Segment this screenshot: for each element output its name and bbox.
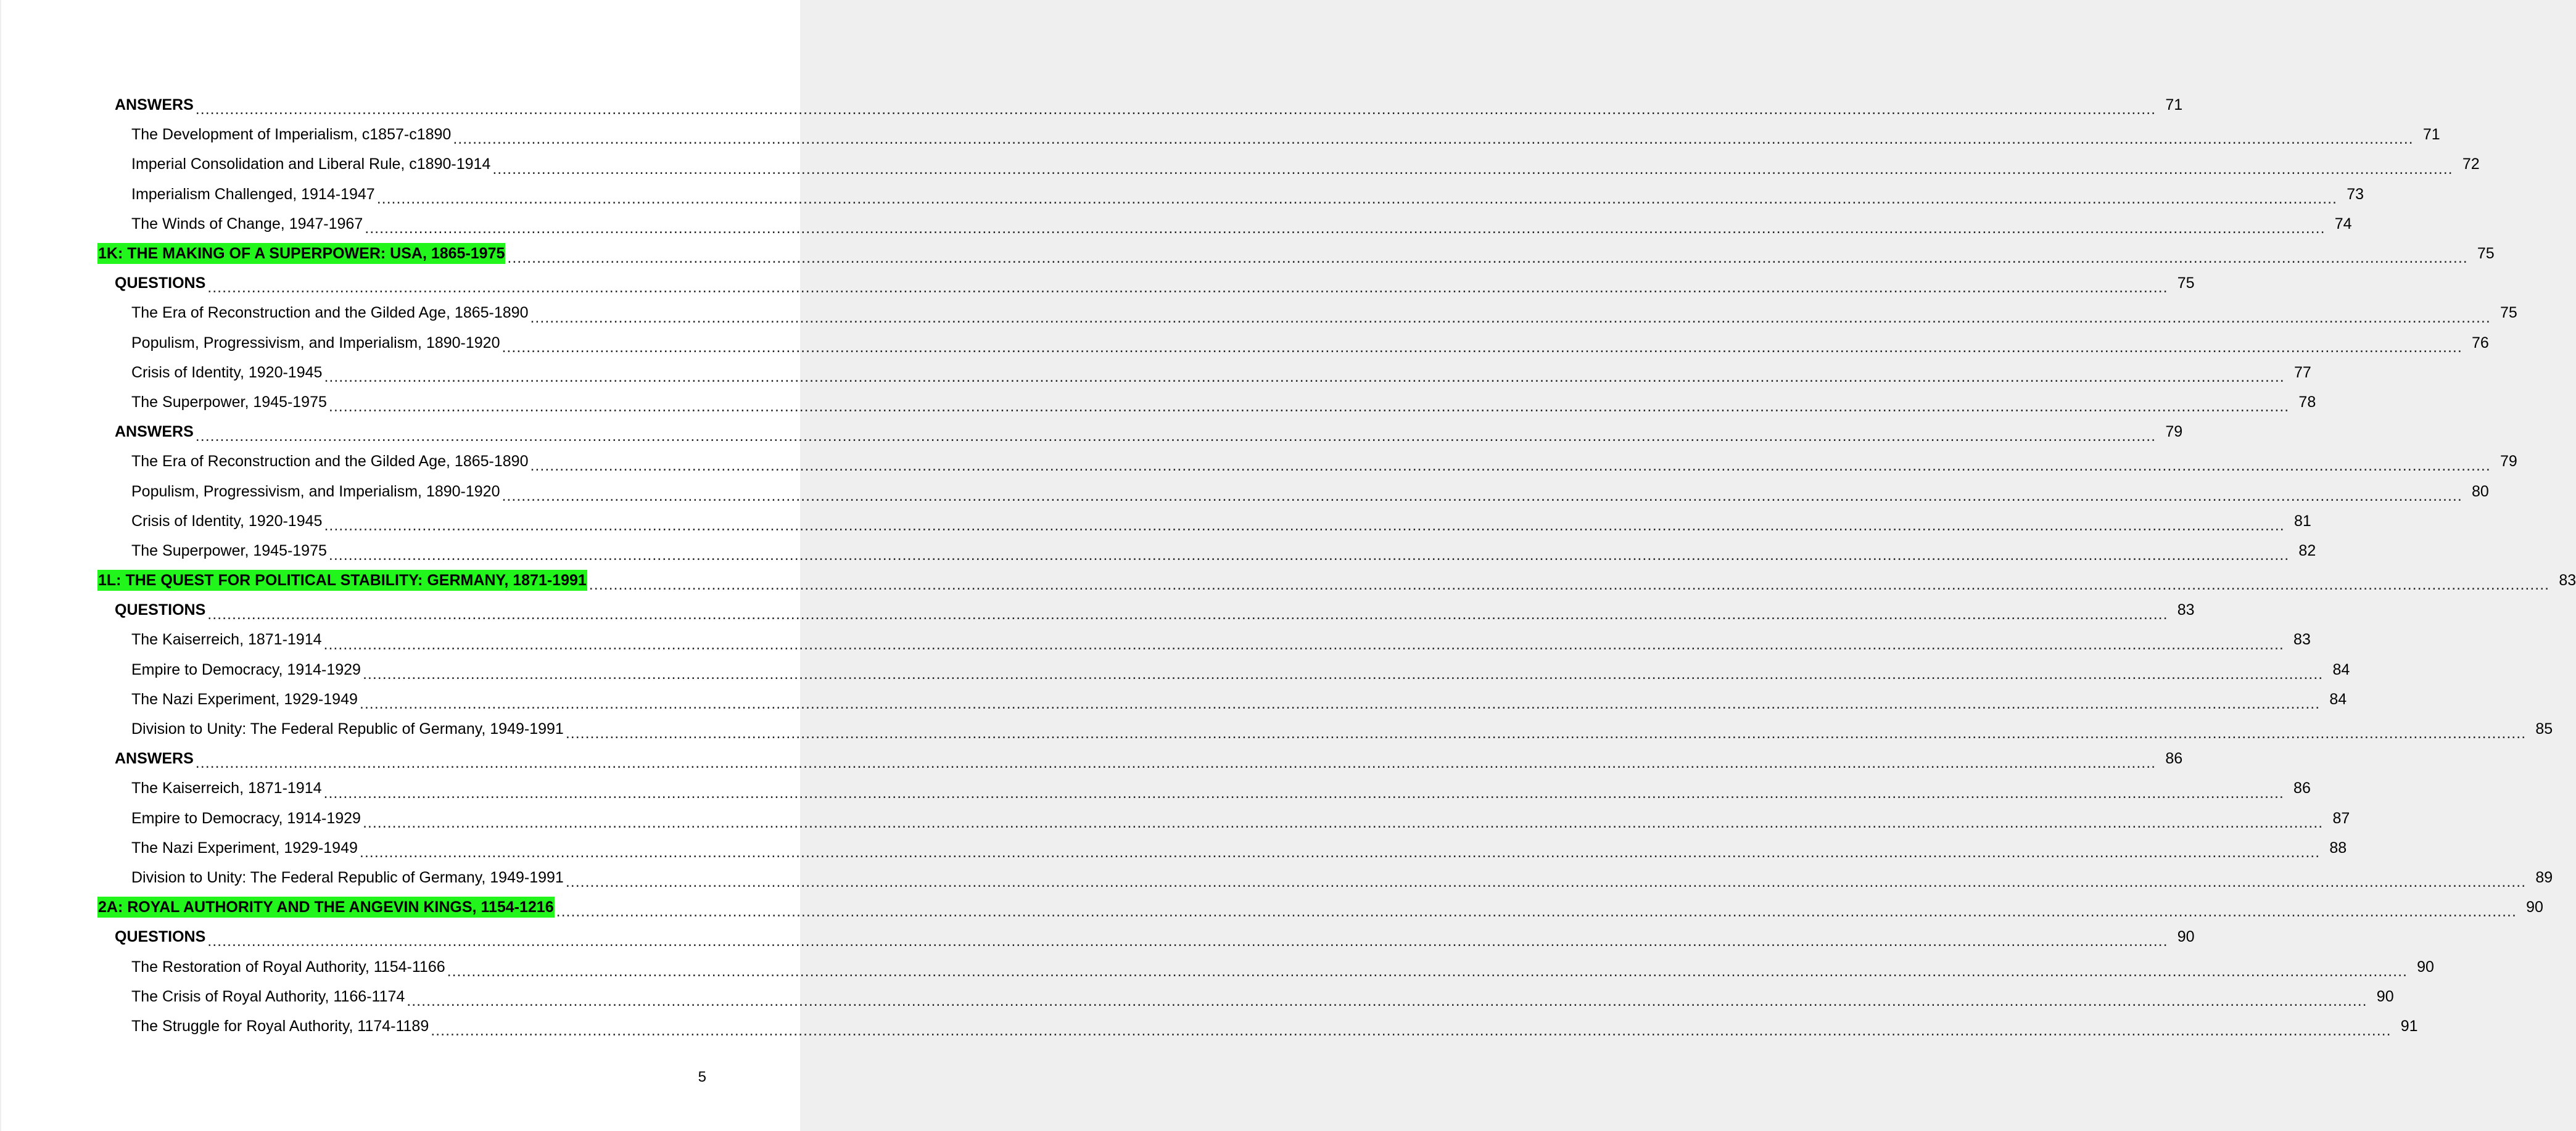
dot-leader: ................................................................................................................................................................................................................................................................................................................................................................................................................ (359, 694, 2321, 712)
dot-leader: ................................................................................................................................................................................................................................................................................................................................................................................................................ (328, 398, 2290, 416)
toc-entry-title: Crisis of Identity, 1920-1945 (131, 363, 323, 381)
toc-subsection-entry[interactable] (1, 952, 2434, 981)
toc-entry-page: 87 (2332, 809, 2350, 827)
dot-leader: ................................................................................................................................................................................................................................................................................................................................................................................................................ (328, 546, 2290, 564)
toc-subsection-entry[interactable] (1, 328, 2489, 358)
toc-entry-title: 1K: THE MAKING OF A SUPERPOWER: USA, 1865-1975 (97, 243, 505, 264)
toc-entry-title: QUESTIONS (115, 274, 206, 292)
toc-entry-title: 1L: THE QUEST FOR POLITICAL STABILITY: GERMANY, 1871-1991 (97, 570, 587, 591)
toc-entry-page: 90 (2417, 958, 2434, 976)
toc-entry-title: The Development of Imperialism, c1857-c1890 (131, 126, 452, 144)
toc-subsection-entry[interactable] (1, 1011, 2418, 1041)
toc-entry-page: 90 (2177, 928, 2195, 946)
toc-entry-page: 82 (2298, 541, 2316, 559)
dot-leader: ................................................................................................................................................................................................................................................................................................................................................................................................................ (359, 843, 2321, 861)
toc-subsection-entry[interactable] (1, 804, 2350, 833)
dot-leader: ................................................................................................................................................................................................................................................................................................................................................................................................................ (376, 189, 2338, 207)
toc-entry-page: 79 (2165, 423, 2183, 441)
dot-leader: ................................................................................................................................................................................................................................................................................................................................................................................................................ (407, 992, 2368, 1010)
toc-subsection-entry[interactable] (1, 209, 2352, 239)
toc-entry-title: The Kaiserreich, 1871-1914 (131, 779, 322, 797)
toc-entry-page: 78 (2298, 393, 2316, 411)
toc-subsection-entry[interactable] (1, 387, 2316, 417)
toc-subsection-entry[interactable] (1, 506, 2311, 536)
toc-entry-title: Empire to Democracy, 1914-1929 (131, 660, 361, 678)
toc-entry-title: Division to Unity: The Federal Republic of Germany, 1949-1991 (131, 868, 564, 886)
toc-entry-page: 88 (2329, 839, 2347, 857)
toc-entry-page: 74 (2334, 215, 2352, 232)
toc-entry-title: The Struggle for Royal Authority, 1174-1189 (131, 1017, 429, 1035)
toc-entry-page: 71 (2422, 126, 2440, 144)
toc-entry-title: ANSWERS (115, 423, 194, 441)
toc-entry-title: Division to Unity: The Federal Republic of Germany, 1949-1991 (131, 720, 564, 738)
toc-entry-page: 83 (2177, 601, 2195, 619)
toc-entry-page: 71 (2165, 96, 2183, 114)
toc-entry-title: The Superpower, 1945-1975 (131, 541, 327, 559)
toc-entry-title: Imperialism Challenged, 1914-1947 (131, 185, 375, 203)
toc-subsection-entry[interactable] (1, 179, 2364, 209)
dot-leader: ................................................................................................................................................................................................................................................................................................................................................................................................................ (502, 487, 2462, 504)
toc-entry-title: Populism, Progressivism, and Imperialism, 1890-1920 (131, 334, 500, 352)
toc-subsection-entry[interactable] (1, 536, 2316, 566)
toc-entry-page: 75 (2500, 304, 2517, 322)
toc-entry-title: The Nazi Experiment, 1929-1949 (131, 839, 358, 857)
toc-entry-title: Empire to Democracy, 1914-1929 (131, 809, 361, 827)
toc-subsection-entry[interactable] (1, 655, 2350, 685)
toc-entry-title: QUESTIONS (115, 928, 206, 946)
dot-leader: ................................................................................................................................................................................................................................................................................................................................................................................................................ (324, 516, 2285, 534)
dot-leader: ................................................................................................................................................................................................................................................................................................................................................................................................................ (195, 427, 2157, 445)
document-page (1, 0, 2576, 1131)
dot-leader: ................................................................................................................................................................................................................................................................................................................................................................................................................ (502, 338, 2462, 356)
toc-entry-page: 86 (2293, 779, 2311, 797)
toc-entry-page: 89 (2535, 868, 2553, 886)
toc-entry-page: 79 (2500, 453, 2517, 471)
toc-entry-page: 91 (2400, 1017, 2418, 1035)
toc-entry-title: The Era of Reconstruction and the Gilded Age, 1865-1890 (131, 453, 529, 471)
toc-entry-page: 75 (2177, 274, 2195, 292)
toc-entry-page: 77 (2293, 363, 2311, 381)
dot-leader: ................................................................................................................................................................................................................................................................................................................................................................................................................ (507, 249, 2468, 267)
toc-entry-page: 80 (2472, 482, 2489, 500)
toc-subsection-entry[interactable] (1, 685, 2347, 714)
toc-subsection-entry[interactable] (1, 714, 2553, 744)
toc-entry-page: 76 (2472, 334, 2489, 352)
toc-chapter-entry[interactable] (1, 892, 2543, 922)
dot-leader: ................................................................................................................................................................................................................................................................................................................................................................................................................ (556, 903, 2517, 921)
dot-leader: ................................................................................................................................................................................................................................................................................................................................................................................................................ (588, 576, 2550, 594)
dot-leader: ................................................................................................................................................................................................................................................................................................................................................................................................................ (565, 725, 2527, 742)
dot-leader: ................................................................................................................................................................................................................................................................................................................................................................................................................ (323, 784, 2284, 802)
toc-entry-page: 85 (2535, 720, 2553, 738)
toc-entry-title: Crisis of Identity, 1920-1945 (131, 512, 323, 530)
toc-entry-title: Imperial Consolidation and Liberal Rule, c1890-1914 (131, 155, 491, 173)
toc-entry-title: Populism, Progressivism, and Imperialism, 1890-1920 (131, 482, 500, 500)
toc-entry-page: 73 (2347, 185, 2364, 203)
dot-leader: ................................................................................................................................................................................................................................................................................................................................................................................................................ (207, 606, 2168, 623)
toc-subsection-entry[interactable] (1, 120, 2440, 149)
toc-entry-title: The Winds of Change, 1947-1967 (131, 215, 363, 232)
dot-leader: ................................................................................................................................................................................................................................................................................................................................................................................................................ (324, 368, 2285, 385)
dot-leader: ................................................................................................................................................................................................................................................................................................................................................................................................................ (431, 1022, 2392, 1039)
toc-subsection-entry[interactable] (1, 982, 2394, 1011)
dot-leader: ................................................................................................................................................................................................................................................................................................................................................................................................................ (323, 635, 2284, 653)
toc-section-entry[interactable] (1, 417, 2183, 446)
toc-subsection-entry[interactable] (1, 863, 2553, 892)
toc-subsection-entry[interactable] (1, 773, 2311, 803)
dot-leader: ................................................................................................................................................................................................................................................................................................................................................................................................................ (530, 457, 2491, 475)
toc-entry-title: ANSWERS (115, 750, 194, 768)
toc-entry-page: 90 (2376, 987, 2394, 1005)
dot-leader: ................................................................................................................................................................................................................................................................................................................................................................................................................ (195, 754, 2157, 772)
dot-leader: ................................................................................................................................................................................................................................................................................................................................................................................................................ (530, 308, 2491, 326)
toc-entry-title: The Crisis of Royal Authority, 1166-1174 (131, 987, 405, 1005)
toc-subsection-entry[interactable] (1, 446, 2517, 476)
dot-leader: ................................................................................................................................................................................................................................................................................................................................................................................................................ (453, 130, 2414, 148)
toc-entry-title: The Superpower, 1945-1975 (131, 393, 327, 411)
toc-entry-page: 83 (2559, 572, 2576, 590)
toc-subsection-entry[interactable] (1, 833, 2347, 863)
toc-subsection-entry[interactable] (1, 476, 2489, 506)
dot-leader: ................................................................................................................................................................................................................................................................................................................................................................................................................ (195, 101, 2157, 118)
dot-leader: ................................................................................................................................................................................................................................................................................................................................................................................................................ (207, 932, 2168, 950)
toc-entry-page: 84 (2329, 690, 2347, 708)
toc-section-entry[interactable] (1, 744, 2183, 773)
dot-leader: ................................................................................................................................................................................................................................................................................................................................................................................................................ (565, 873, 2527, 891)
toc-entry-page: 90 (2526, 899, 2543, 916)
toc-subsection-entry[interactable] (1, 625, 2311, 654)
toc-entry-title: The Era of Reconstruction and the Gilded Age, 1865-1890 (131, 304, 529, 322)
toc-chapter-entry[interactable] (1, 566, 2576, 595)
toc-entry-title: ANSWERS (115, 96, 194, 114)
toc-chapter-entry[interactable] (1, 239, 2495, 268)
table-of-contents (1, 90, 2576, 1041)
toc-entry-page: 84 (2332, 660, 2350, 678)
toc-entry-title: QUESTIONS (115, 601, 206, 619)
toc-entry-title: The Restoration of Royal Authority, 1154-1166 (131, 958, 445, 976)
dot-leader: ................................................................................................................................................................................................................................................................................................................................................................................................................ (207, 279, 2168, 297)
toc-subsection-entry[interactable] (1, 358, 2311, 387)
toc-section-entry[interactable] (1, 595, 2195, 625)
toc-entry-page: 86 (2165, 750, 2183, 768)
toc-entry-title: The Nazi Experiment, 1929-1949 (131, 690, 358, 708)
toc-entry-page: 83 (2293, 631, 2311, 649)
page-number: 5 (698, 1069, 706, 1085)
toc-subsection-entry[interactable] (1, 149, 2480, 179)
toc-section-entry[interactable] (1, 922, 2195, 952)
toc-entry-title: 2A: ROYAL AUTHORITY AND THE ANGEVIN KINGS, 1154-1216 (97, 897, 555, 918)
dot-leader: ................................................................................................................................................................................................................................................................................................................................................................................................................ (365, 219, 2326, 237)
toc-entry-page: 72 (2462, 155, 2480, 173)
dot-leader: ................................................................................................................................................................................................................................................................................................................................................................................................................ (492, 160, 2453, 178)
toc-entry-page: 81 (2293, 512, 2311, 530)
toc-entry-title: The Kaiserreich, 1871-1914 (131, 631, 322, 649)
dot-leader: ................................................................................................................................................................................................................................................................................................................................................................................................................ (362, 813, 2324, 831)
toc-section-entry[interactable] (1, 90, 2183, 120)
toc-subsection-entry[interactable] (1, 298, 2517, 327)
toc-section-entry[interactable] (1, 268, 2195, 298)
dot-leader: ................................................................................................................................................................................................................................................................................................................................................................................................................ (362, 665, 2324, 683)
dot-leader: ................................................................................................................................................................................................................................................................................................................................................................................................................ (447, 962, 2408, 980)
toc-entry-page: 75 (2477, 245, 2495, 263)
